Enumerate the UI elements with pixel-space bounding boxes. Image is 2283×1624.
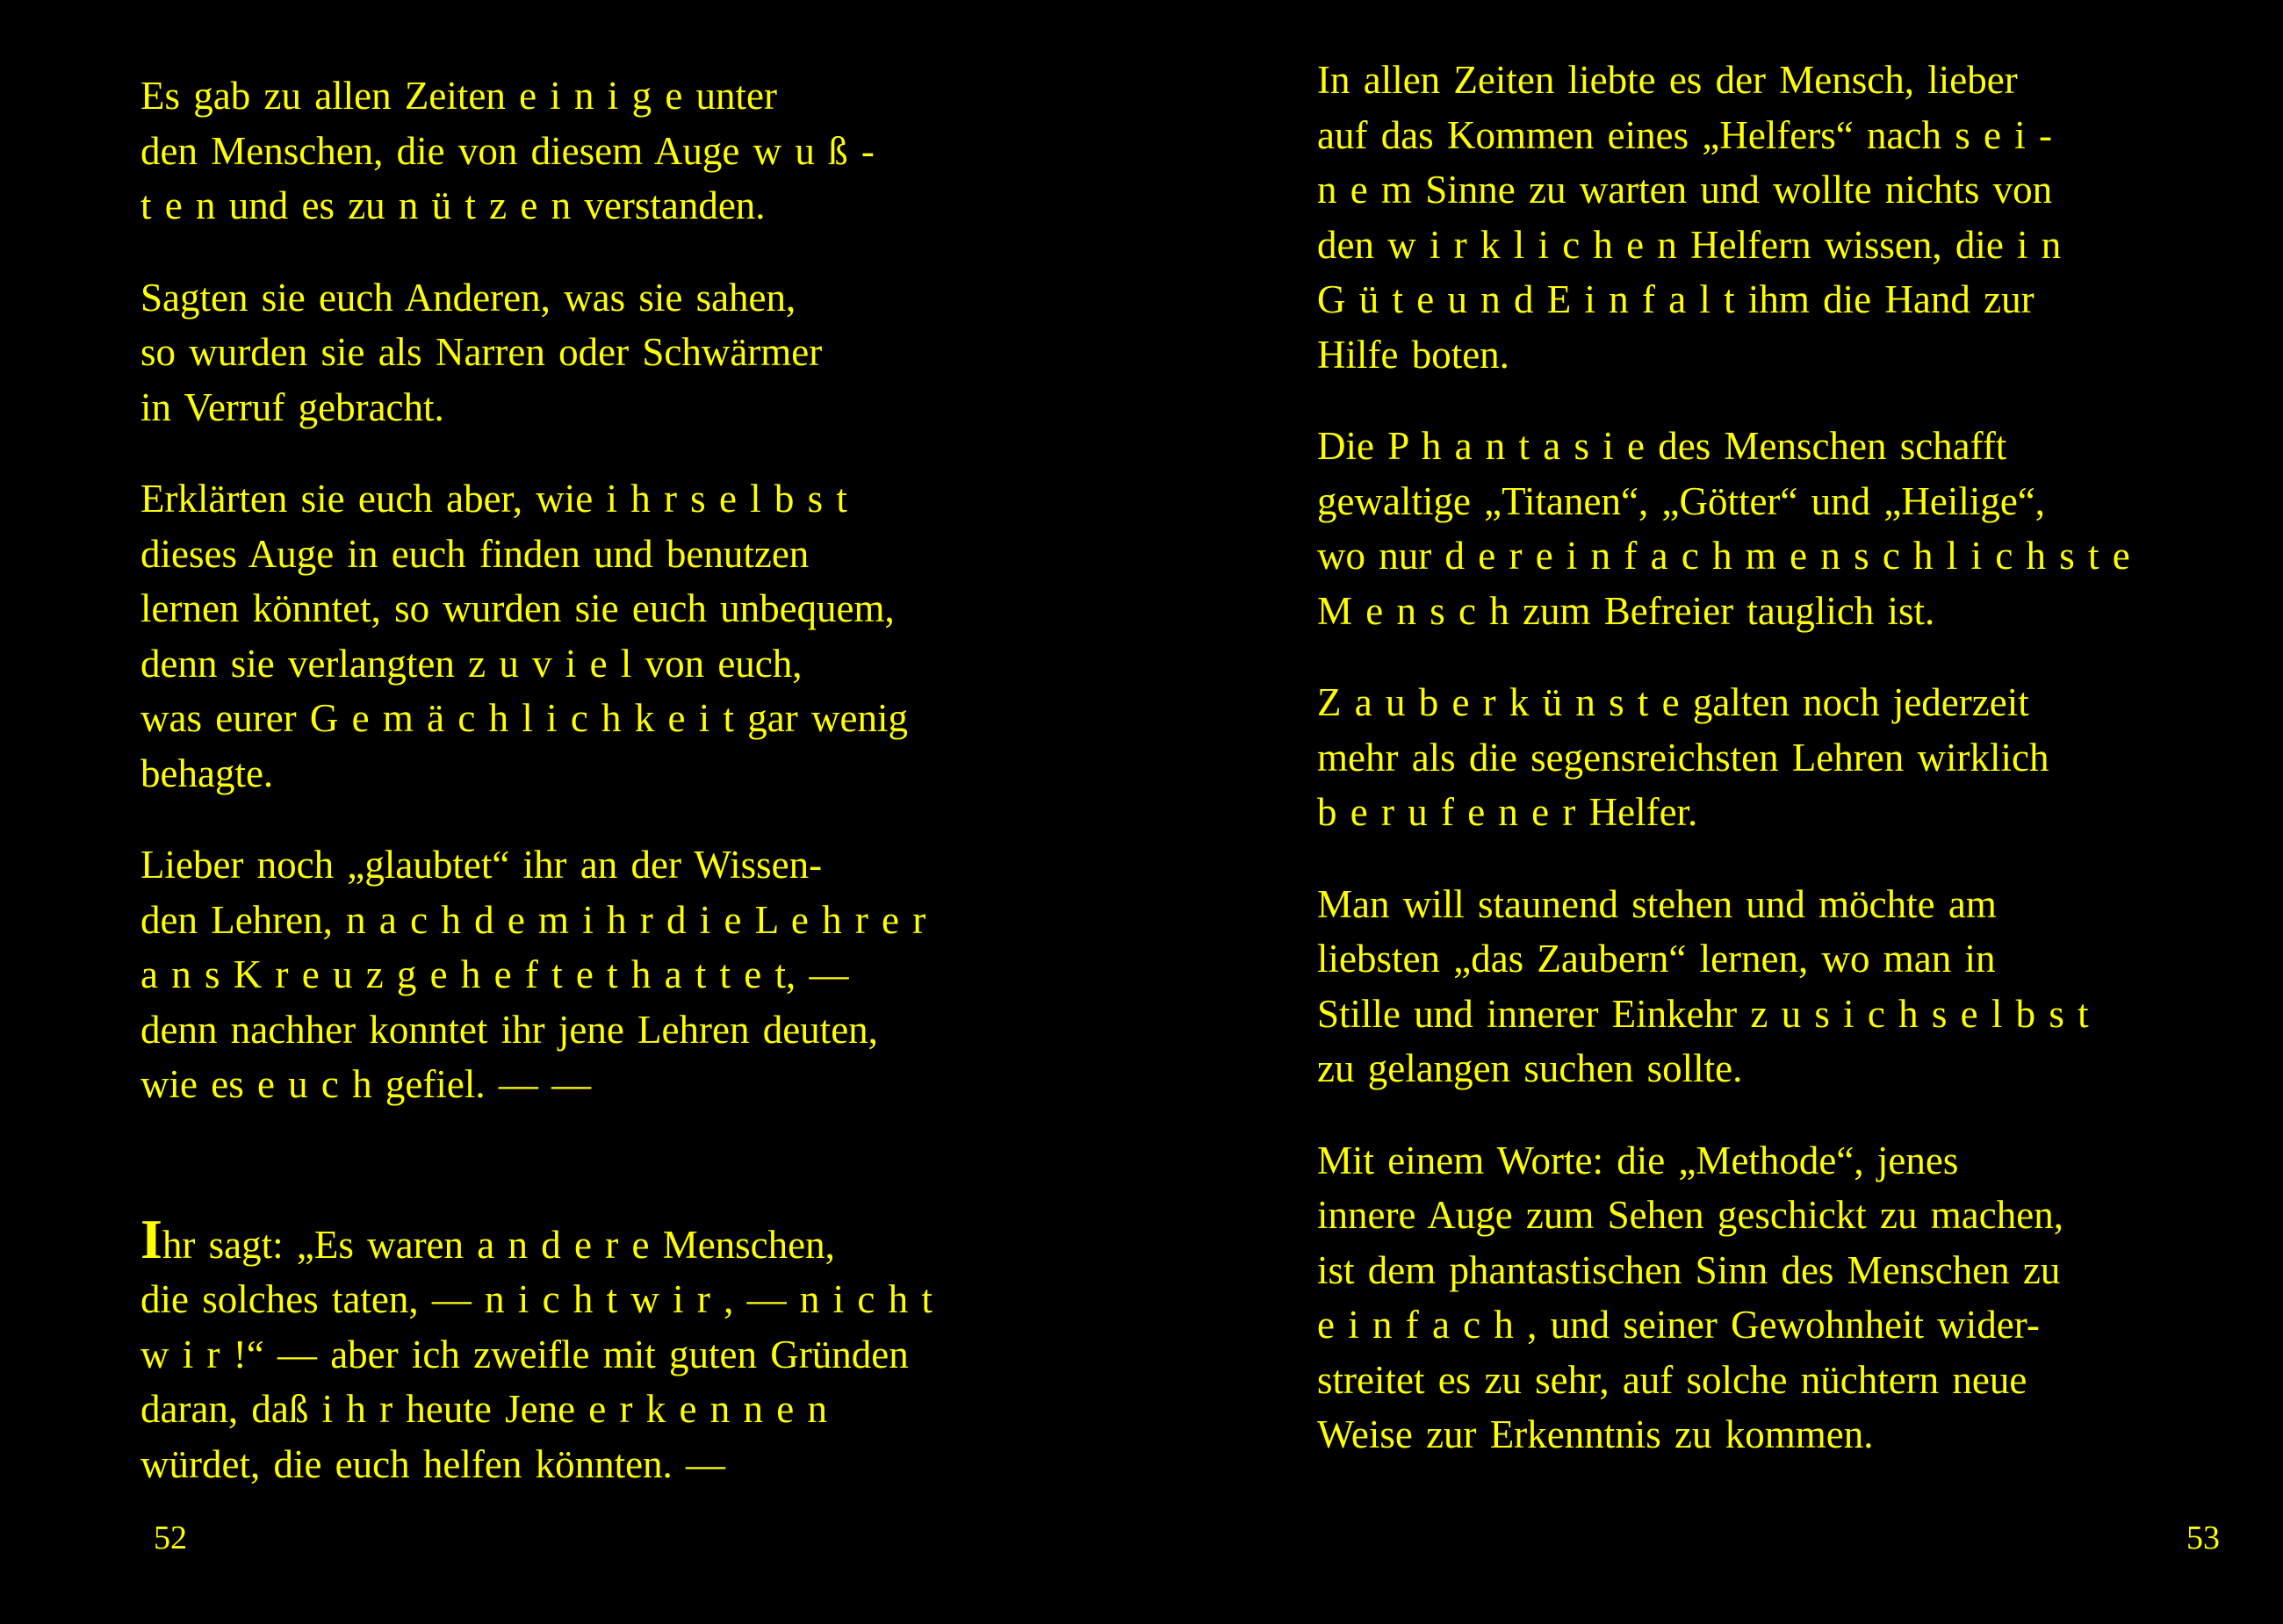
dropcap-letter: I [140,1207,162,1270]
right-paragraph-4: Man will staunend stehen und möchte am liebsten „das Zaubern“ lernen, wo man in Stille und innerer Einkehr z u s i c h s e l b s t zu gelangen suchen sollte. [1317,881,2089,1090]
left-text-column [140,68,1036,1528]
right-page [1142,0,2283,1624]
left-paragraph-5-text: hr sagt: „Es waren a n d e r e Menschen, die solches taten, — n i c h t w i r , — n i c h t w i r !“ — aber ich zweifle mit guten Gründen daran, daß i h r heute Jene e r k e n n e n würdet, die euch helfen könnten. — [140,1222,933,1486]
page-number-right: 53 [2186,1520,2220,1556]
right-paragraph-3: Z a u b e r k ü n s t e galten noch jederzeit mehr als die segensreichsten Lehren wirklich b e r u f e n e r Helfer. [1317,680,2049,834]
left-paragraph-2: Sagten sie euch Anderen, was sie sahen, so wurden sie als Narren oder Schwärmer in Verruf gebracht. [140,275,823,429]
right-paragraph-5: Mit einem Worte: die „Methode“, jenes innere Auge zum Sehen geschickt zu machen, ist dem phantastischen Sinn des Menschen zu e i n f a c h , und seiner Gewohnheit wider- streitet es zu sehr, auf solche nüchtern neue Weise zur Erkenntnis zu kommen. [1317,1138,2063,1456]
page-number-left: 52 [154,1520,187,1556]
left-paragraph-5 [140,1207,1036,1492]
left-paragraph-1: Es gab zu allen Zeiten e i n i g e unter den Menschen, die von diesem Auge w u ß - t e n und es zu n ü t z e n verstanden. [140,74,875,227]
left-paragraph-3: Erklärten sie euch aber, wie i h r s e l b s t dieses Auge in euch finden und benutzen lernen könntet, so wurden sie euch unbequem, denn sie verlangten z u v i e l von euch, was eurer G e m ä c h l i c h k e i t gar wenig behagte. [140,477,908,795]
right-text-column [1317,53,2213,1499]
right-paragraph-1: In allen Zeiten liebte es der Mensch, lieber auf das Kommen eines „Helfers“ nach s e i - n e m Sinne zu warten und wollte nichts von den w i r k l i c h e n Helfern wissen, die i n G ü t e u n d E i n f a l t ihm die Hand zur Hilfe boten. [1317,58,2062,377]
right-paragraph-2: Die P h a n t a s i e des Menschen schafft gewaltige „Titanen“, „Götter“ und „Heilige“, wo nur d e r e i n f a c h m e n s c h l i c h s t e M e n s c h zum Befreier tauglich ist. [1317,424,2130,633]
left-paragraph-4: Lieber noch „glaubtet“ ihr an der Wissen- den Lehren, n a c h d e m i h r d i e L e h r e r a n s K r e u z g e h e f t e t h a t t e t, — denn nachher konntet ihr jene Lehren deuten, wie es e u c h gefiel. — — [140,843,926,1106]
